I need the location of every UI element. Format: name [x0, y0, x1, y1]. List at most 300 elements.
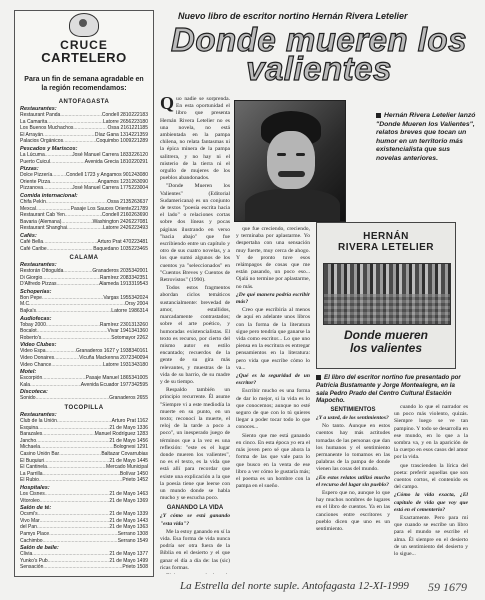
- leader-dots: [49, 531, 118, 538]
- drop-cap: Q: [160, 96, 175, 113]
- listing-row: [20, 199, 148, 206]
- leader-dots: [61, 219, 92, 226]
- listing-name: Video Donaires: [20, 355, 55, 362]
- listing-address: Bolívar 1450: [119, 470, 148, 477]
- leader-dots: [36, 206, 71, 213]
- listing-row: [20, 225, 148, 232]
- listing-phone: 314: [139, 308, 148, 315]
- article-paragraph: Exactamente. Pero para mí que cuando se escribe un libro para el mundo se escribe el alma. Él siempre en el desierto de un sentimiento del desierto y lo sigue...: [394, 515, 468, 558]
- leader-dots: [43, 471, 120, 478]
- article-paragraph: Siento que me está ganando en cinco. En esta época yo era el más joven pero sé que ahora la forma de las que vale para lo que busco en la venta de ese libro a ver cómo le gustaría más; el poema es un hombre con la pampa en el sueño.: [236, 432, 310, 490]
- listings: [20, 96, 148, 571]
- category-label: Video Clubes:: [20, 342, 57, 349]
- text-column-2: [236, 226, 310, 574]
- category-label: Cafés:: [20, 232, 37, 239]
- listing-name: El Cantinela: [20, 464, 47, 471]
- listing-name: Vitoroleo: [20, 497, 40, 504]
- listing-address: Granaderos 2035: [92, 268, 132, 275]
- listing-phone: 223481: [131, 238, 148, 245]
- text-column-1: [160, 96, 230, 574]
- listing-name: Clivia: [20, 551, 33, 558]
- listing-row: [20, 425, 148, 432]
- article-paragraph: cuando lo que el narrador es un poco más violento, quizás. Siempre luego se ve tan pampino. Y todo se desarrolla en ese mundo, en lo que a la sombra va, y en la aparición de la cuerpo en esos casos del amor por la vida.: [394, 404, 468, 461]
- listing-phone: 223004: [131, 185, 148, 192]
- listing-address: Ramírez 2083: [99, 274, 132, 281]
- listing-phone: 341360: [131, 328, 148, 335]
- listing-address: 21 de Mayo 1443: [109, 517, 148, 524]
- leader-dots: [38, 511, 110, 518]
- category-label: Salón de baile:: [20, 545, 59, 552]
- listing-phone: 227081: [131, 218, 148, 225]
- leader-dots: [42, 295, 103, 302]
- listing-row: [20, 219, 148, 226]
- book-cover: [316, 222, 456, 369]
- listing-phone: 342595: [131, 381, 148, 388]
- listing-phone: 243080: [131, 172, 148, 179]
- cartelera-panel: [14, 10, 154, 577]
- listing-row: [20, 112, 148, 119]
- leader-dots: [60, 112, 102, 119]
- article-paragraph: [160, 573, 230, 574]
- listing-address: Arturo Prat 470: [97, 238, 132, 245]
- listing-row: [20, 328, 148, 335]
- listing-row: [20, 281, 148, 288]
- listing-address: 21 de Mayo 1463: [109, 490, 148, 497]
- listing-name: Pizzanova: [20, 185, 44, 192]
- listing-address: Orsy 2004: [124, 301, 148, 308]
- article-paragraph: ¿De qué manera podría escribir más?: [236, 291, 310, 306]
- listing-address: Díaz Gana 1314: [94, 131, 132, 138]
- listing-phone: 226120: [131, 151, 148, 158]
- leader-dots: [65, 212, 102, 219]
- listing-phone: 313260: [131, 321, 148, 328]
- listing-address: Coquimbo 1009: [96, 138, 132, 145]
- listing-name: Bon Pepe: [20, 294, 42, 301]
- leader-dots: [45, 152, 72, 159]
- listing-address: Pasaje Manuel 1865: [85, 375, 132, 382]
- category-label: Schoperías:: [20, 288, 52, 295]
- leader-dots: [50, 179, 98, 186]
- book-author: HERNÁN RIVERA LETELIER: [337, 231, 435, 253]
- article-paragraph: ¿Y cómo se está ganando "esta vida"?: [160, 513, 230, 527]
- article-paragraph: [160, 96, 230, 182]
- listing-address: Alameda 1913: [99, 281, 132, 288]
- listing-row: [20, 538, 148, 545]
- listing-address: Granaderos 2655: [109, 395, 148, 402]
- panel-intro: Para un fin de semana agradable en la región recomendamos:: [24, 76, 144, 92]
- category-label: Restaurantes:: [20, 412, 57, 418]
- listing-phone: 223493: [131, 225, 148, 232]
- listing-row: [20, 301, 148, 308]
- listing-address: Manuel Rodríguez 1283: [94, 431, 148, 438]
- listing-row: [20, 159, 148, 166]
- listing-row: [20, 458, 148, 465]
- book-caption: El libro del escritor nortino fue presentado por Patricia Bustamante y Jorge Montealegre, en la sala Pedro Prado del Centro Cultural Estación Mapocho.: [316, 374, 461, 405]
- leader-dots: [32, 551, 109, 558]
- listing-row: [20, 322, 148, 329]
- listing-address: Latorre 1931: [102, 361, 132, 368]
- article-paragraph: ¿Qué es la seguridad de un escritor?: [236, 373, 310, 387]
- listing-name: Los Buenos Muchachos: [20, 125, 74, 132]
- listing-address: José Manuel Carrera 1833: [72, 151, 132, 158]
- listing-row: [20, 138, 148, 145]
- listing-address: Vivar 1941: [107, 328, 132, 335]
- leader-dots: [63, 138, 96, 145]
- listing-row: [20, 518, 148, 525]
- leader-dots: [42, 375, 85, 382]
- section-heading: TOCOPILLA: [64, 405, 104, 411]
- listing-name: Bajka's: [20, 308, 36, 315]
- listing-phone: 263090: [131, 178, 148, 185]
- listing-row: [20, 418, 148, 425]
- leader-dots: [43, 538, 118, 545]
- listing-row: [20, 558, 148, 565]
- listing-phone: 340094: [131, 355, 148, 362]
- listing-address: Bolognesi 1291: [113, 444, 148, 451]
- category-label: Audiofecas:: [20, 315, 52, 322]
- listing-name: Video Chance: [20, 361, 52, 368]
- leader-dots: [42, 431, 94, 438]
- article-paragraph: ¿Cómo la vida exacta, ¿El capítulo de vida que voy que está en el cementerio?: [394, 492, 468, 513]
- leader-dots: [43, 185, 72, 192]
- listing-row: [20, 355, 148, 362]
- listing-name: M.C.: [20, 301, 31, 308]
- handwritten-source: La Estrella del norte suple. Antofagasta 12-XI-1999: [180, 580, 409, 592]
- category-label: Comida internacional:: [20, 192, 78, 199]
- listing-name: Roberto's: [20, 334, 42, 341]
- listing-name: Café Bella: [20, 238, 44, 245]
- leader-dots: [57, 281, 100, 288]
- listing-address: Prieto 1508: [122, 564, 148, 571]
- listing-phone: 343180: [131, 361, 148, 368]
- leader-dots: [38, 425, 109, 432]
- text-column-3: [316, 404, 390, 574]
- listing-name: Kala: [20, 381, 31, 388]
- leader-dots: [51, 362, 103, 369]
- listing-address: Condell 1723 y Angamos 901: [65, 172, 132, 179]
- listing-phone: 342351: [131, 274, 148, 281]
- listing-name: Yunko's Pub: [20, 557, 48, 564]
- article-paragraph: Me la estoy ganando en sí la vida. Esa forma de vida nunca podría ser otra fuera de la Biblia en el desierto y el que ganar el día a día de: las (sic) ricas formas.: [160, 528, 230, 571]
- listing-address: Baltazar Covarrubias: [101, 450, 148, 457]
- listing-row: [20, 375, 148, 382]
- listing-name: Sonido: [20, 395, 36, 402]
- listing-address: Granaderos 1627 y 1938: [75, 348, 132, 355]
- listing-address: Angamos 1231: [97, 178, 132, 185]
- listing-row: [20, 531, 148, 538]
- listing-name: Michaela: [20, 444, 41, 451]
- listing-name: Ocsmi's: [20, 511, 38, 518]
- section-subheading: SENTIMIENTOS: [330, 407, 376, 413]
- paragraph-text: uo nadie se sorprenda. En esta oportunidad el libro que presenta Hernán Rivera Letelier no es una novela, no está ambientada en la pampa chilena, no relata fantasmas ni la épica minera de la pampa salitrera, y no hay ni el misterio de la tierra ni el orgullo de mujeres de los pueblos abandonados.: [160, 96, 230, 182]
- listing-row: [20, 524, 148, 531]
- listing-name: Pamys Place: [20, 530, 50, 537]
- listing-address: Prieto 1452: [122, 477, 148, 484]
- listing-row: [20, 564, 148, 571]
- listing-phone: 263637: [131, 198, 148, 205]
- leader-dots: [36, 308, 111, 315]
- listing-row: [20, 431, 148, 438]
- article-headline: Donde mueren los valientes: [171, 21, 467, 87]
- listing-name: Di Giorgio: [20, 274, 43, 281]
- leader-dots: [44, 458, 109, 465]
- listing-name: Club de la Unión: [20, 418, 57, 424]
- leader-dots: [40, 444, 114, 451]
- listing-name: del Pan: [20, 524, 37, 531]
- listing-address: Latorre 1986: [111, 308, 140, 315]
- listing-row: [20, 464, 148, 471]
- category-label: Discoteca:: [20, 389, 48, 396]
- listing-address: Condell 2160: [101, 212, 132, 219]
- category-label: Hospitales:: [20, 484, 50, 491]
- listing-name: Casino Unión Bar: [20, 450, 60, 457]
- bullet-icon: [316, 375, 321, 380]
- listing-name: Tobay 2000: [20, 321, 46, 328]
- listing-name: Puerto Cuicul: [20, 158, 51, 165]
- leader-dots: [50, 159, 85, 166]
- listing-address: Pasaje Los Sauces Oriente: [70, 205, 132, 212]
- book-title: Donde mueren los valientes: [343, 328, 428, 355]
- article-paragraph: Todos estos fragmentos abordan ciclos temáticos sustancialmente: brevedad de amor, estallidos, marcadamente contrastados; sobre el arte poético, y humoradas existencialistas. El texto es recurso, por cierto del mismo autor en estilo encantado; recuerdos de la gente de su gira más relevantes, y muestras de la vida de su barrio, de su madre y de su tiempo.: [160, 285, 230, 385]
- listing-phone: 221359: [131, 131, 148, 138]
- listing-phone: 319543: [131, 281, 148, 288]
- listing-address: 21 de Mayo 1377: [109, 551, 148, 558]
- listing-phone: 342024: [131, 294, 148, 301]
- listing-address: Arturo Prat 1162: [111, 418, 148, 424]
- listing-name: Barazales: [20, 431, 43, 438]
- section-subheading: GANANDO LA VIDA: [166, 505, 224, 512]
- listing-row: [20, 119, 148, 126]
- leader-dots: [52, 172, 66, 179]
- listing-phone: 220291: [131, 158, 148, 165]
- listing-phone: 221185: [131, 125, 148, 132]
- leader-dots: [36, 438, 109, 445]
- text-column-4: [394, 404, 468, 574]
- listing-address: Mercado Municipal: [106, 464, 148, 471]
- catalog-number: 59 1679: [428, 580, 467, 594]
- category-label: Salón de té:: [20, 505, 52, 512]
- article-paragraph: No tanto. Aunque en estos cuentos hay más actitudes tomadas de las personas que dan los humanos y el sentimiento permanente lo tomamos en las palabras de la pampa de donde vienen las cosas del mundo.: [316, 423, 390, 473]
- article-paragraph: que fue creciendo, creciendo, y terminaba por aplastarme. Yo despertaba con una sensación muy fuerte, muy cerca de ahogo. Y de pronto tuve esos relámpagos de cosas que me están pasando, un poco eso... Ojalá no termine por aplastarme, no más.: [236, 226, 310, 290]
- listing-name: Restaurant Cab Yen: [20, 212, 65, 219]
- listing-row: [20, 491, 148, 498]
- logo-top: CRUCE: [60, 38, 108, 52]
- leader-dots: [43, 239, 97, 246]
- author-photo: [234, 100, 346, 222]
- leader-dots: [37, 328, 108, 335]
- listing-row: [20, 348, 148, 355]
- leader-dots: [73, 125, 107, 132]
- listing-phone: 223180: [131, 118, 148, 125]
- listing-name: Palacios Orgánicos: [20, 138, 64, 145]
- listing-row: [20, 185, 148, 192]
- listing-address: 21 de Mayo 1339: [109, 511, 148, 518]
- listing-name: Video Espa: [20, 348, 46, 355]
- listing-name: Chifa Pekín: [20, 198, 46, 205]
- section-heading: CALAMA: [69, 255, 99, 262]
- listing-address: 21 de Mayo 1445: [109, 457, 148, 464]
- listing-name: La Camarita: [20, 118, 48, 125]
- listing-row: [20, 308, 148, 315]
- listing-row: [20, 335, 148, 342]
- listing-address: 21 de Mayo 1499: [109, 557, 148, 564]
- category-label: Pizzas:: [20, 166, 39, 173]
- leader-dots: [43, 132, 95, 139]
- listing-name: Bavaria (Alemana): [20, 218, 62, 225]
- listing-address: Avenida Grecia 1810: [84, 158, 132, 165]
- listing-name: La Lúcuma: [20, 151, 45, 158]
- leader-dots: [45, 491, 110, 498]
- category-label: Pescados y Mariscos:: [20, 145, 78, 152]
- listing-row: [20, 362, 148, 369]
- emblem-icon: [69, 13, 99, 37]
- listing-address: Ossa 2161: [107, 125, 132, 132]
- article-paragraph: Creo que escribiría al menos de aquí en adelante unos libros con la forma de la literatura sigue pero tendría que ganarse la vida como escritor... Lo que uno piensa en la escritura es entregar pensamientos en la literatura: pero vida que escribe cómo lo va...: [236, 307, 310, 371]
- listing-name: Los Cisnes: [20, 490, 45, 497]
- listing-phone: 223465: [131, 245, 148, 252]
- listing-row: [20, 246, 148, 253]
- listing-row: [20, 295, 148, 302]
- listing-phone: 221289: [131, 138, 148, 145]
- leader-dots: [40, 498, 110, 505]
- listing-row: [20, 444, 148, 451]
- listing-name: D'Alfredo Pizzas: [20, 281, 57, 288]
- listing-row: [20, 382, 148, 389]
- article-paragraph: ¿Y a usted, de los sentimientos?: [316, 415, 389, 421]
- listing-name: El Rubio: [20, 477, 39, 484]
- listing-name: Café Caribe: [20, 245, 47, 252]
- category-label: Restaurantes:: [20, 262, 57, 269]
- listing-row: [20, 268, 148, 275]
- cruce-cartelero-logo: [29, 11, 139, 66]
- listing-name: Bocalot: [20, 328, 37, 335]
- listing-row: [20, 275, 148, 282]
- listing-row: [20, 172, 148, 179]
- listing-row: [20, 206, 148, 213]
- listing-address: 21 de Mayo 1369: [109, 497, 148, 504]
- leader-dots: [57, 418, 112, 425]
- listing-address: José Manuel Carrera 1775: [72, 185, 132, 192]
- listing-address: Baquedano 1035: [93, 245, 132, 252]
- listing-phone: 342001: [131, 268, 148, 275]
- photo-caption: Hernán Rivera Letelier lanzó "Donde Mueren los Valientes", relatos breves que tocan un humor en un territorio más existencialista que sus novelas anteriores.: [376, 112, 476, 162]
- listing-name: Restaurant Panda: [20, 112, 61, 118]
- logo-bottom: CARTELERO: [41, 50, 127, 65]
- leader-dots: [48, 558, 110, 565]
- listing-row: [20, 152, 148, 159]
- listing-name: Restorán Ottogulda: [20, 268, 64, 275]
- listing-address: Washington 2426: [92, 218, 132, 225]
- listing-row: [20, 511, 148, 518]
- listing-row: [20, 451, 148, 458]
- leader-dots: [45, 348, 76, 355]
- leader-dots: [36, 395, 110, 402]
- listing-phone: 340161: [131, 348, 148, 355]
- article-paragraph: Espero que no, aunque lo que hay muchos nombres de lugares en el libro de cuentos. Ya en las canciones entre escritores y pueblo dicen que uno es un sentimiento.: [316, 490, 390, 533]
- listing-row: [20, 477, 148, 484]
- listing-name: El Arrayán: [20, 131, 44, 138]
- leader-dots: [46, 322, 100, 329]
- listing-address: Ramírez 2301: [99, 321, 132, 328]
- article-kicker: Nuevo libro de escritor nortino Hernán Rivera Letelier: [178, 11, 408, 21]
- listing-address: Latorre 2656: [102, 118, 132, 125]
- listing-address: Condell 2810: [101, 112, 132, 118]
- listing-row: [20, 179, 148, 186]
- leader-dots: [31, 301, 125, 308]
- listing-name: Escorpión: [20, 375, 43, 382]
- listing-row: [20, 239, 148, 246]
- listing-row: [20, 471, 148, 478]
- leader-dots: [30, 382, 81, 389]
- listing-address: Vargas 1955: [103, 294, 132, 301]
- section-heading: ANTOFAGASTA: [58, 99, 110, 105]
- leader-dots: [54, 355, 79, 362]
- article-paragraph: Escribir mucho es una forma de dar lo mejor, si la vida es lo que conocemos; aunque no esté seguro de que con lo tú quieres llegar a poder tocar todo lo que conoces...: [236, 388, 310, 431]
- article-paragraph: que trascienden la lírica del poeta: preferir aquellas que son cuentos cortos, el contenido es del campo.: [394, 462, 468, 491]
- leader-dots: [63, 268, 92, 275]
- leader-dots: [47, 246, 94, 253]
- listing-phone: 263690: [131, 212, 148, 219]
- listing-name: Oriente Pizza: [20, 178, 51, 185]
- leader-dots: [40, 518, 110, 525]
- leader-dots: [67, 225, 103, 232]
- listing-address: Sotomayor 2262: [111, 334, 148, 341]
- listing-phone: 341005: [131, 375, 148, 382]
- leader-dots: [41, 335, 111, 342]
- listing-address: 21 de Mayo 1336: [109, 424, 148, 431]
- leader-dots: [47, 119, 103, 126]
- category-label: Restaurantes:: [20, 106, 57, 112]
- listing-name: La Parrilla: [20, 470, 43, 477]
- listing-name: Mexcal: [20, 205, 36, 212]
- listing-address: Latorre 2426: [102, 225, 132, 232]
- listing-row: [20, 125, 148, 132]
- listing-name: Restaurant Shanghai: [20, 225, 67, 232]
- leader-dots: [39, 477, 123, 484]
- listing-address: Serrano 1308: [117, 530, 148, 537]
- listing-name: Esquina: [20, 424, 39, 431]
- listing-name: El Buquiuri: [20, 457, 45, 464]
- listing-name: Cachimbo: [20, 537, 43, 544]
- listing-phone: 221789: [131, 205, 148, 212]
- listing-address: 21 de Mayo 1363: [109, 524, 148, 531]
- listing-row: [20, 212, 148, 219]
- article-paragraph: Respaldo también un principio recurrente. Él asume "Siempre vi a este mediodía la muerte en su punto, en un texto; reconocí la muerte, el reloj de la tarde a poco a poco", un inesperado juego de términos que a la vez es una reflexión: "este es el lugar donde mueren los valientes", no es el texto, es la vida que está allí para recordar que existe una explicación a la que la poesía tiene que leerse con un mundo donde se habla mucho y se escucha poco.: [160, 387, 230, 502]
- listing-name: Vivo Mar: [20, 517, 40, 524]
- listing-address: Serrano 1549: [117, 537, 148, 544]
- listing-phone: 222183: [131, 112, 148, 118]
- listing-row: [20, 438, 148, 445]
- book-cover-art: [323, 263, 451, 325]
- listing-name: Jancho: [20, 437, 37, 444]
- listing-address: Vicuña Mackenna 2072: [79, 355, 132, 362]
- listing-name: Dolce Pizzería: [20, 172, 53, 179]
- leader-dots: [43, 564, 122, 571]
- listing-name: Sensación: [20, 564, 44, 571]
- listing-address: 21 de Mayo 1456: [109, 437, 148, 444]
- article-paragraph: "Donde Mueren los Valientes" (Editorial Sudamericana) es un conjunto de textos "poesía escrita hacia el lado" o relaciones cortas sobre dos líneas y pocas páginas ilustrando en verso "hacia abajo" que fue escribiendo entre un capítulo y otro de sus cuatro novelas, y a los que sumó algunos de los cuentos ya "seleccionados" en "Cuentos Breves y Cuentos de Retrovistos" (1990).: [160, 183, 230, 284]
- leader-dots: [37, 524, 109, 531]
- listing-row: [20, 132, 148, 139]
- listing-row: [20, 551, 148, 558]
- listing-address: Ossa 2135: [107, 198, 132, 205]
- leader-dots: [47, 464, 106, 471]
- bullet-icon: [376, 113, 381, 118]
- leader-dots: [42, 275, 100, 282]
- listing-address: Avenida Ecuador 1977: [80, 381, 132, 388]
- category-label: Motel:: [20, 369, 37, 376]
- leader-dots: [59, 451, 101, 458]
